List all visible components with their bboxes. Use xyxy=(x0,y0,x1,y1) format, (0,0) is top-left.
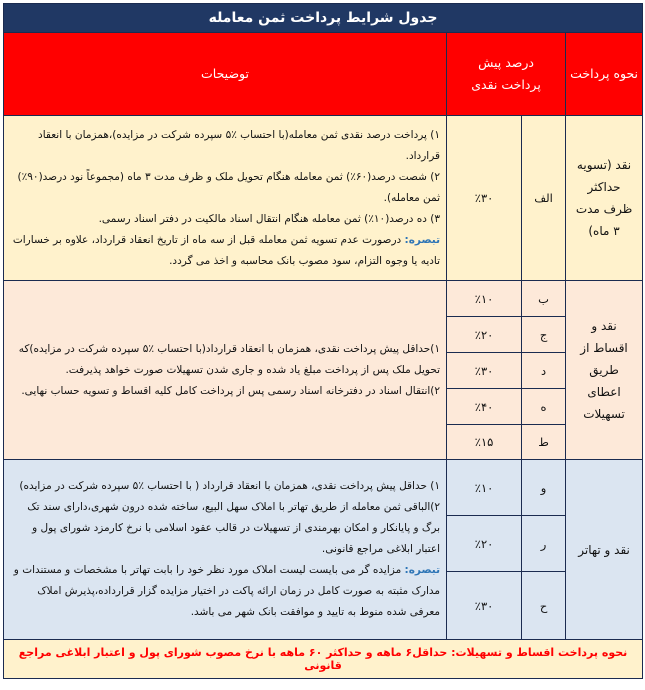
option-letter: د xyxy=(522,353,566,389)
header-prepayment-text: درصد پیش پرداخت نقدی xyxy=(471,55,541,92)
header-payment-method: نحوه پرداخت xyxy=(566,33,643,116)
option-letter: ط xyxy=(522,425,566,460)
note-label: تبصره: xyxy=(404,233,441,246)
table-title: جدول شرایط پرداخت ثمن معامله xyxy=(4,4,643,33)
option-letter: ه xyxy=(522,389,566,425)
option-percent: ٪۲۰ xyxy=(447,516,522,572)
table-row xyxy=(4,460,643,516)
description-line: ۱)حداقل پیش پرداخت نقدی، همزمان با انعقاد قرارداد(با احتساب ٪۵ سپرده شرکت در مزایده)که تحویل ملک پس از پرداخت مبلغ یاد شده و جاری شدن تسهیلات صورت خواهد پذیرفت. xyxy=(18,342,441,376)
description-cell xyxy=(4,116,447,281)
option-percent: ٪۴۰ xyxy=(447,389,522,425)
option-letter: ج xyxy=(522,317,566,353)
note-paragraph xyxy=(12,560,440,623)
payment-terms-table-wrapper xyxy=(3,3,642,687)
option-letter: ب xyxy=(522,281,566,317)
description-line: ۱) حداقل پیش پرداخت نقدی، همزمان با انعقاد قرارداد ( با احتساب ٪۵ سپرده شرکت در مزایده) xyxy=(19,480,441,492)
payment-method-cash xyxy=(566,116,643,281)
description-line: ۱) پرداخت درصد نقدی ثمن معامله(با احتساب ٪۵ سپرده شرکت در مزایده)،همزمان با انعقاد قرارداد. xyxy=(38,128,441,162)
description-line: ۲)انتقال اسناد در دفترخانه اسناد رسمی پس از پرداخت کامل کلیه اقساط و تسویه حساب نهایی. xyxy=(21,384,441,397)
note-text: مزایده گر می بایست لیست املاک مورد نظر خود را بابت تهاتر با مشخصات و مستندات و مدارک مثبته به صورت کامل در زمان ارائه پاکت در اختیار مزایده گزار قرارداده،پذیرش املاک معرفی شده منوط به تایید و موافقت بانک شهر می باشد. xyxy=(13,564,441,618)
header-description: توضیحات xyxy=(4,33,447,116)
option-letter: ح xyxy=(522,572,566,640)
payment-method-label: نقد و اقساط از طریق اعطای تسهیلات xyxy=(580,319,628,421)
payment-method-label: نقد و تهاتر xyxy=(578,542,630,557)
footer-note: نحوه پرداخت اقساط و تسهیلات: حداقل۶ ماهه و حداکثر ۶۰ ماهه با نرخ مصوب شورای پول و اعتبار ابلاغی مراجع قانونی xyxy=(4,640,643,679)
table-row xyxy=(4,281,643,317)
option-percent: ٪۳۰ xyxy=(447,572,522,640)
option-letter: و xyxy=(522,460,566,516)
option-percent: ٪۱۰ xyxy=(447,460,522,516)
note-paragraph xyxy=(12,230,440,272)
payment-method-label: نقد (تسویه حداکثر ظرف مدت ۳ ماه) xyxy=(575,158,633,238)
payment-method-installments xyxy=(566,281,643,460)
option-percent: ٪۱۵ xyxy=(447,425,522,460)
payment-terms-table xyxy=(3,3,643,679)
option-letter: ر xyxy=(522,516,566,572)
table-row xyxy=(4,116,643,281)
option-percent: ٪۲۰ xyxy=(447,317,522,353)
payment-method-barter xyxy=(566,460,643,640)
description-line: ۲)الباقی ثمن معامله از طریق تهاتر با املاک سهل البیع، ساخته شده درون شهری،دارای سند تک برگ و پایانکار و امکان بهرمندی از تسهیلات در قالب عقود اسلامی با نرخ کارمزد شورای پول و اعتبار ابلاغی مراجع قانونی. xyxy=(27,501,441,555)
description-cell xyxy=(4,281,447,460)
description-line: ۲) شصت درصد(۶۰٪) ثمن معامله هنگام تحویل ملک و ظرف مدت ۳ ماه (مجموعاً نود درصد(۹۰٪) ثمن معامله). xyxy=(17,170,441,204)
description-line: ۳) ده درصد(۱۰٪) ثمن معامله هنگام انتقال اسناد مالکیت در دفتر اسناد رسمی. xyxy=(98,212,441,225)
note-text: درصورت عدم تسویه ثمن معامله قبل از سه ماه از تاریخ انعقاد قرارداد، علاوه بر خسارات تادیه یا وجوه التزام، سود مصوب بانک محاسبه و اخذ می گردد. xyxy=(12,233,441,267)
description-cell xyxy=(4,460,447,640)
option-percent: ٪۳۰ xyxy=(447,116,522,281)
option-percent: ٪۳۰ xyxy=(447,353,522,389)
option-percent: ٪۱۰ xyxy=(447,281,522,317)
header-prepayment-percent xyxy=(447,33,566,116)
option-letter: الف xyxy=(522,116,566,281)
note-label: تبصره: xyxy=(404,564,441,576)
